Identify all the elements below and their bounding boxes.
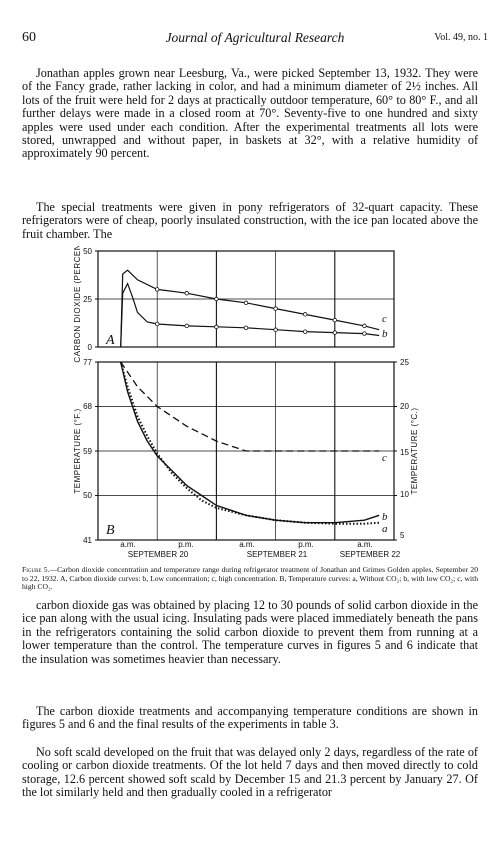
co2-point-c	[215, 297, 219, 301]
co2-curve-b	[121, 284, 380, 347]
paragraph-3: carbon dioxide gas was obtained by placing 12 to 30 pounds of solid carbon dioxide in the ice pan along with the usual icing. Insulating pads were placed immediately beneath the pans in the refrigerators containing the solid carbon dioxide to prevent them from running at a lower temperature than the control. The temperature curves in figures 5 and 6 indicate that the insulation was sometimes heavier than necessary.	[22, 598, 478, 666]
panel-b-curve-label-a: a	[382, 523, 388, 535]
panel-a-curve-label-c: c	[382, 313, 387, 325]
running-header	[22, 30, 488, 50]
figure-5	[60, 246, 450, 566]
panel-a	[73, 246, 394, 363]
panel-a-series	[121, 270, 380, 347]
panel-b-rtick-20: 20	[400, 402, 409, 411]
figure-caption-text: —Carbon dioxide concentration and temperature range during refrigerator treatment of Jonathan and Grimes Golden apples, September 20 to 22, 1932. A, Carbon dioxide curves: b, Low concentration; c, high concentration. B, Temperature curves: a, Without CO₂; b, with low CO₂; c, with high CO₂.	[22, 565, 478, 592]
figure-caption	[22, 566, 478, 592]
co2-point-c	[363, 324, 367, 328]
panel-b-ytick-68: 68	[83, 402, 92, 411]
x-date-sep-20: SEPTEMBER 20	[127, 550, 189, 559]
panel-b-ylabel: TEMPERATURE (°F.)	[73, 408, 82, 494]
co2-point-c	[155, 288, 159, 292]
paragraph-1: Jonathan apples grown near Leesburg, Va., were picked September 13, 1932. They were of the Fancy grade, rather lacking in color, and had a minimum diameter of 2½ inches. All lots of the fruit were held for 2 days at practically outdoor temperature, 60° to 80° F., and all further delays were made in a closed room at 70°. Seventy-five to one hundred and sixty apples were used under each condition. After the experimental treatments all lots were stored, unwrapped and without paper, in baskets at 32°, with a relative humidity of approximately 90 percent.	[22, 66, 478, 161]
co2-curve-c	[121, 270, 380, 347]
x-tick-am-2: a.m.	[239, 540, 255, 549]
figure-caption-label: Figure 5.	[22, 565, 50, 574]
x-tick-am-3: a.m.	[357, 540, 373, 549]
panel-b-rtick-10: 10	[400, 490, 409, 499]
co2-point-c	[185, 291, 189, 295]
panel-b-ytick-41: 41	[83, 536, 92, 545]
co2-point-c	[303, 313, 307, 317]
x-tick-pm-1: p.m.	[178, 540, 194, 549]
panel-a-ytick-2: 50	[83, 247, 92, 256]
page-number: 60	[22, 30, 36, 45]
panel-b	[73, 358, 419, 559]
panel-b-curve-label-c: c	[382, 452, 387, 464]
volume-label: Vol. 49, no. 1	[434, 32, 488, 43]
co2-point-b	[333, 331, 337, 335]
co2-point-c	[333, 318, 337, 322]
journal-title: Journal of Agricultural Research	[165, 30, 345, 45]
panel-b-curve-label-b: b	[382, 511, 388, 523]
panel-b-series	[121, 362, 380, 524]
co2-point-b	[244, 326, 248, 330]
co2-point-b	[303, 330, 307, 334]
paragraph-4: The carbon dioxide treatments and accompanying temperature conditions are shown in figures 5 and 6 and the final results of the experiments in table 3.	[22, 704, 478, 732]
panel-b-ytick-50: 50	[83, 491, 92, 500]
x-date-sep-21: SEPTEMBER 21	[246, 550, 308, 559]
panel-a-label: A	[106, 333, 115, 348]
panel-a-ytick-1: 25	[83, 295, 92, 304]
panel-b-ytick-77: 77	[83, 358, 92, 367]
co2-point-b	[185, 324, 189, 328]
figure-5-chart	[60, 246, 450, 566]
panel-b-ylabel-right: TEMPERATURE (°C.)	[410, 407, 419, 495]
co2-point-b	[215, 325, 219, 329]
panel-b-label: B	[106, 523, 115, 538]
temp-curve-a	[121, 362, 380, 524]
x-tick-pm-2: p.m.	[298, 540, 314, 549]
co2-point-b	[363, 332, 367, 336]
co2-point-b	[155, 322, 159, 326]
co2-point-c	[244, 301, 248, 305]
panel-a-curve-label-b: b	[382, 328, 388, 340]
co2-point-c	[274, 307, 278, 311]
panel-a-ytick-0: 0	[87, 343, 92, 352]
panel-b-rtick-25: 25	[400, 358, 409, 367]
x-date-sep-22: SEPTEMBER 22	[339, 550, 401, 559]
co2-point-b	[274, 328, 278, 332]
temp-curve-b	[121, 362, 380, 523]
panel-b-ytick-59: 59	[83, 447, 92, 456]
panel-b-rtick-15: 15	[400, 448, 409, 457]
x-tick-am-1: a.m.	[120, 540, 136, 549]
panel-a-ylabel: CARBON DIOXIDE (PERCENT)	[73, 246, 82, 363]
paragraph-2: The special treatments were given in pony refrigerators of 32-quart capacity. These refrigerators were of cheap, poorly insulated construction, with the ice pan located above the fruit chamber. The	[22, 200, 478, 241]
paragraph-5: No soft scald developed on the fruit that was delayed only 2 days, regardless of the rate of cooling or carbon dioxide treatments. Of the lot held 7 days and then moved directly to cold storage, 12.6 percent showed soft scald by December 15 and 21.3 percent by January 27. Of the lot similarly held and then gradually cooled in a refrigerator	[22, 745, 478, 800]
panel-b-rtick-5: 5	[400, 531, 405, 540]
